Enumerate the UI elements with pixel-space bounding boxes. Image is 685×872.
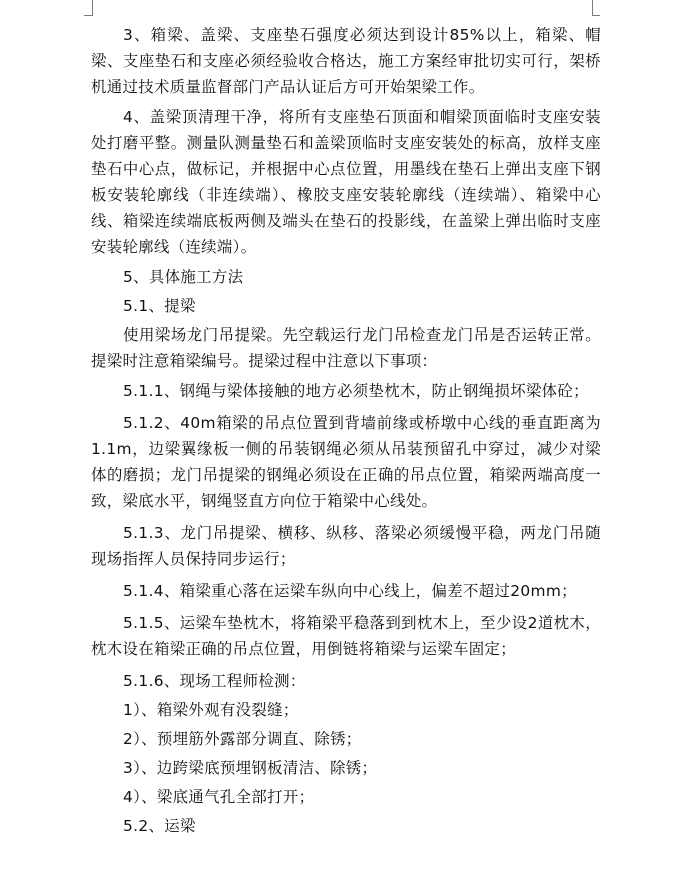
section-heading-5: 5、具体施工方法 — [123, 268, 244, 286]
paragraph-5-1-2: 5.1.2、40m箱梁的吊点位置到背墙前缘或桥墩中心线的垂直距离为1.1m，边梁翼缘板一侧的吊装钢绳必须从吊装预留孔中穿过，减少对梁体的磨损；龙门吊提梁的钢绳必须设在正确的吊点位置，箱梁两端高度一致，梁底水平，钢绳竖直方向位于箱梁中心线处。 — [91, 414, 601, 510]
paragraph-lifting-intro: 使用梁场龙门吊提梁。先空载运行龙门吊检查龙门吊是否运转正常。提梁时注意箱梁编号。提梁过程中注意以下事项： — [91, 326, 601, 370]
left-margin-corner — [84, 15, 92, 16]
paragraph-5-1-4: 5.1.4、箱梁重心落在运梁车纵向中心线上，偏差不超过20mm； — [123, 582, 577, 600]
paragraph-5-1-1: 5.1.1、钢绳与梁体接触的地方必须垫枕木，防止钢绳损坏梁体砼； — [123, 382, 589, 400]
check-item-3: 3）、边跨梁底预埋钢板清洁、除锈； — [123, 759, 378, 777]
right-margin-marker — [592, 0, 593, 16]
paragraph-5-1-6: 5.1.6、现场工程师检测： — [123, 672, 306, 690]
check-item-2: 2）、预埋筋外露部分调直、除锈； — [123, 730, 362, 748]
paragraph-5-1-5: 5.1.5、运梁车垫枕木，将箱梁平稳落到到枕木上，至少设2道枕木，枕木设在箱梁正确的吊点位置，用倒链将箱梁与运梁车固定； — [91, 614, 601, 658]
check-item-4: 4）、梁底通气孔全部打开； — [123, 788, 315, 806]
paragraph-item-3: 3、箱梁、盖梁、支座垫石强度必须达到设计85%以上，箱梁、帽梁、支座垫石和支座必须经验收合格达，施工方案经审批切实可行，架桥机通过技术质量监督部门产品认证后方可开始架梁工作。 — [91, 26, 601, 96]
paragraph-5-1-3: 5.1.3、龙门吊提梁、横移、纵移、落梁必须缓慢平稳，两龙门吊随现场指挥人员保持同步运行； — [91, 524, 601, 568]
left-margin-marker — [92, 0, 93, 16]
section-heading-5-1: 5.1、提梁 — [123, 297, 196, 315]
check-item-1: 1）、箱梁外观有没裂缝； — [123, 701, 299, 719]
section-heading-5-2: 5.2、运梁 — [123, 817, 196, 835]
document-body — [91, 22, 601, 842]
paragraph-item-4: 4、盖梁顶清理干净，将所有支座垫石顶面和帽梁顶面临时支座安装处打磨平整。测量队测量垫石和盖梁顶临时支座安装处的标高，放样支座垫石中心点，做标记，并根据中心点位置，用墨线在垫石上弹出支座下钢板安装轮廓线（非连续端）、橡胶支座安装轮廓线（连续端）、箱梁中心线、箱梁连续端底板两侧及端头在垫石的投影线，在盖梁上弹出临时支座安装轮廓线（连续端）。 — [91, 108, 601, 256]
right-margin-corner — [592, 15, 600, 16]
